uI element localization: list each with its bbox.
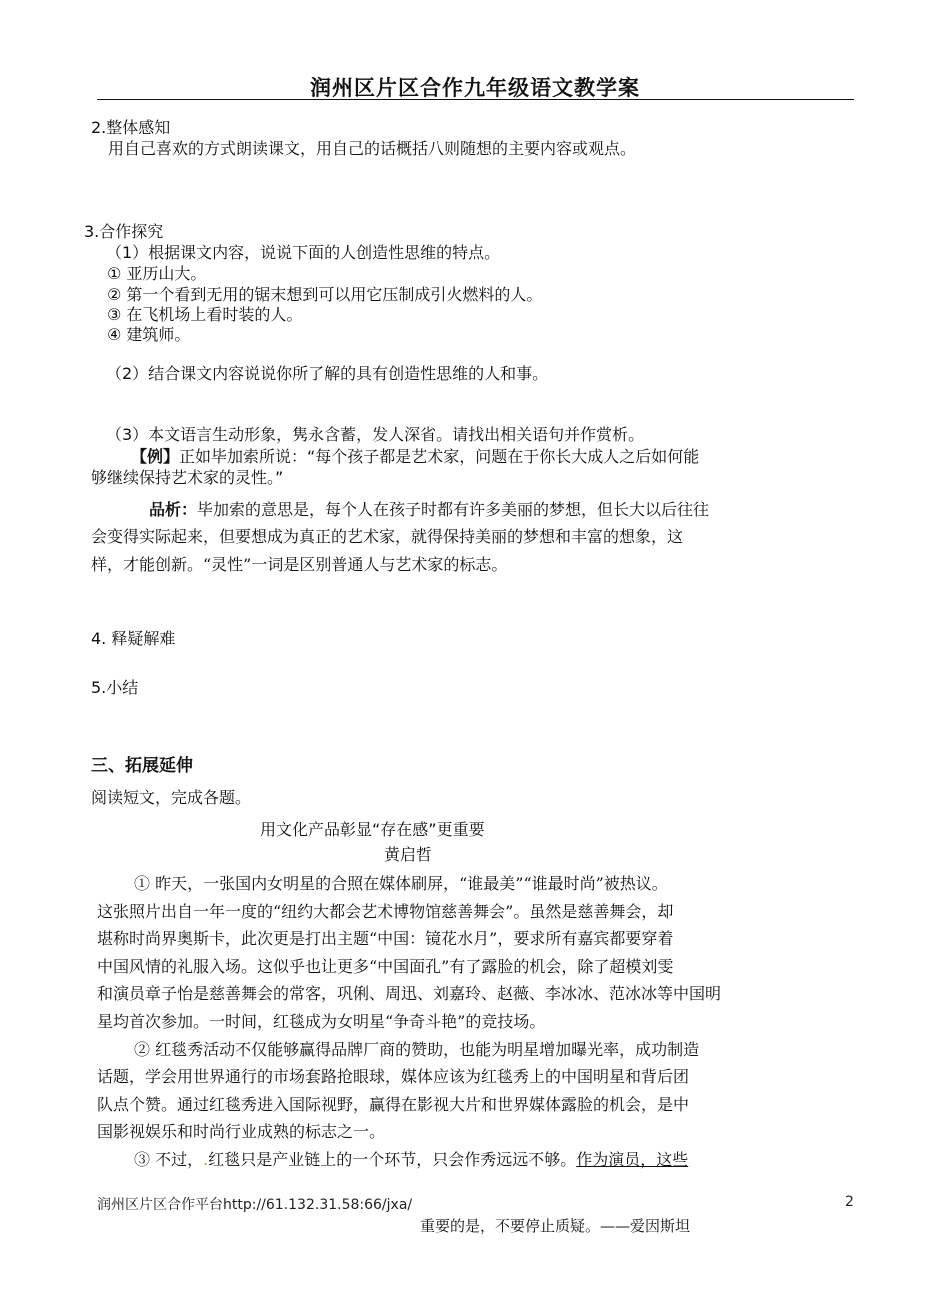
article-author: 黄启哲 — [384, 845, 433, 864]
paragraph-2-line: 国影视娱乐和时尚行业成熟的标志之一。 — [97, 1122, 386, 1141]
example-line-2: 够继续保持艺术家的灵性。” — [91, 468, 284, 487]
section-5-heading: 5.小结 — [91, 678, 139, 697]
question-3: （3）本文语言生动形象，隽永含蓄，发人深省。请找出相关语句并作赏析。 — [106, 425, 645, 444]
list-item: ① 亚历山大。 — [107, 264, 207, 283]
analysis-line-3: 样，才能创新。“灵性”一词是区别普通人与艺术家的标志。 — [91, 555, 508, 574]
list-item: ③ 在飞机场上看时装的人。 — [107, 305, 303, 324]
paragraph-1-line: 中国风情的礼服入场。这似乎也让更多“中国面孔”有了露脸的机会，除了超模刘雯 — [97, 957, 674, 976]
section-2-text: 用自己喜欢的方式朗读课文，用自己的话概括八则随想的主要内容或观点。 — [108, 139, 637, 158]
analysis-label: 品析： — [149, 500, 198, 519]
list-item: ② 第一个看到无用的锯末想到可以用它压制成引火燃料的人。 — [107, 285, 543, 304]
question-1: （1）根据课文内容，说说下面的人创造性思维的特点。 — [106, 243, 501, 262]
analysis-line-2: 会变得实际起来，但要想成为真正的艺术家，就得保持美丽的梦想和丰富的想象，这 — [91, 527, 684, 546]
paragraph-3-line — [134, 1147, 688, 1170]
section-2-heading: 2.整体感知 — [91, 118, 171, 137]
footer-quote: 重要的是，不要停止质疑。——爱因斯坦 — [420, 1217, 691, 1235]
question-2: （2）结合课文内容说说你所了解的具有创造性思维的人和事。 — [106, 364, 549, 383]
example-text-1: 正如毕加索所说：“每个孩子都是艺术家，问题在于你长大成人之后如何能 — [179, 447, 700, 466]
paragraph-3-underlined: 作为演员，这些 — [576, 1150, 689, 1169]
article-title: 用文化产品彰显“存在感”更重要 — [260, 820, 485, 839]
reading-instruction: 阅读短文，完成各题。 — [91, 788, 252, 807]
paragraph-1-line: 星均首次参加。一时间，红毯成为女明星“争奇斗艳”的竞技场。 — [97, 1012, 546, 1031]
list-item: ④ 建筑师。 — [107, 325, 191, 344]
paragraph-3-mid: 红毯只是产业链上的一个环节，只会作秀远远不够。 — [208, 1150, 577, 1169]
part-3-heading: 三、拓展延伸 — [91, 756, 193, 776]
paragraph-1-line: 堪称时尚界奥斯卡，此次更是打出主题“中国：镜花水月”，要求所有嘉宾都要穿着 — [97, 929, 674, 948]
example-label: 【例】 — [131, 447, 180, 466]
analysis-line-1 — [149, 497, 709, 520]
paragraph-3-mark: . — [203, 1150, 209, 1169]
example-line-1 — [131, 444, 853, 467]
analysis-text-1: 毕加索的意思是，每个人在孩子时都有许多美丽的梦想，但长大以后往往 — [197, 500, 710, 519]
footer-platform-link: 润州区片区合作平台http://61.132.31.58:66/jxa/ — [97, 1197, 413, 1213]
header-divider — [97, 99, 854, 100]
paragraph-2-line: 队点个赞。通过红毯秀进入国际视野，赢得在影视大片和世界媒体露脸的机会，是中 — [97, 1095, 690, 1114]
paragraph-2-line: ② 红毯秀活动不仅能够赢得品牌厂商的赞助，也能为明星增加曝光率，成功制造 — [134, 1040, 700, 1059]
paragraph-1-line: 这张照片出自一年一度的“纽约大都会艺术博物馆慈善舞会”。虽然是慈善舞会，却 — [97, 902, 674, 921]
paragraph-1-line: 和演员章子怡是慈善舞会的常客，巩俐、周迅、刘嘉玲、赵薇、李冰冰、范冰冰等中国明 — [97, 984, 722, 1003]
page-header-title: 润州区片区合作九年级语文教学案 — [310, 76, 640, 100]
section-4-heading: 4. 释疑解难 — [91, 629, 176, 648]
paragraph-3-start: ③ 不过， — [134, 1150, 204, 1169]
section-3-heading: 3.合作探究 — [84, 222, 164, 241]
paragraph-2-line: 话题，学会用世界通行的市场套路抢眼球，媒体应该为红毯秀上的中国明星和背后团 — [97, 1067, 690, 1086]
page-number: 2 — [845, 1194, 854, 1210]
paragraph-1-line: ① 昨天，一张国内女明星的合照在媒体刷屏，“谁最美”“谁最时尚”被热议。 — [134, 874, 668, 893]
